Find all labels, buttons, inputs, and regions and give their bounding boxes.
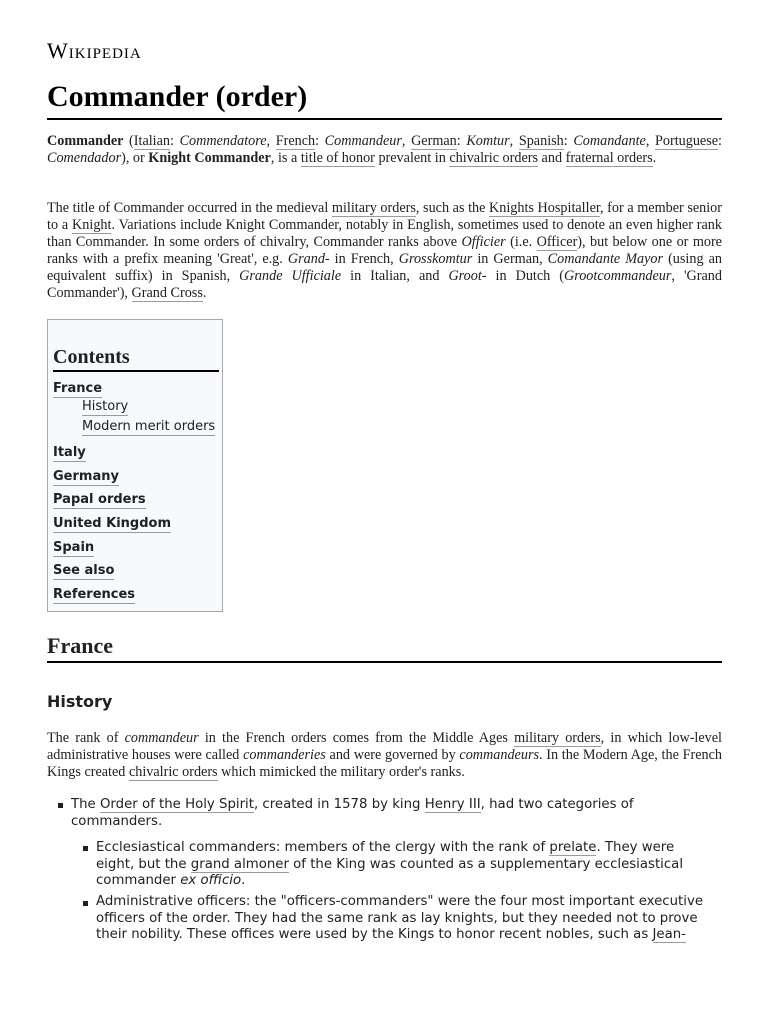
toc-item-united-kingdom[interactable]: United Kingdom — [53, 516, 172, 531]
title-paragraph — [47, 200, 722, 302]
text: ), but below one or more ranks with a prefix meaning 'Great', e.g. — [47, 234, 722, 267]
link-officer[interactable]: Officer — [536, 234, 578, 250]
link-chivalric-orders[interactable]: chivalric orders — [449, 150, 538, 166]
text: in the French orders comes from the Middle Ages — [198, 730, 515, 746]
term-grootcommandeur: Grootcommandeur — [563, 268, 672, 284]
text: The rank of — [47, 730, 125, 746]
link-knights-hospitaller[interactable]: Knights Hospitaller — [489, 200, 601, 216]
section-heading-france: France — [47, 632, 722, 663]
text: . — [202, 285, 207, 301]
term-commandeur: Commandeur — [324, 133, 402, 149]
text: , for a member senior to a — [47, 200, 722, 233]
list-item-holy-spirit — [71, 797, 671, 830]
term-commendatore: Commendatore — [179, 133, 267, 149]
toc-item-italy[interactable]: Italy — [53, 445, 86, 460]
text: . Variations include Knight Commander, notably in English, sometimes used to denote an even higher rank than Commander. In some orders of chivalry, Commander ranks above — [47, 217, 722, 250]
text: and were governed by — [325, 747, 460, 763]
link-military-orders[interactable]: military orders — [514, 730, 601, 746]
text: , in which low-level administrative houses were called — [47, 730, 722, 763]
text: , 'Grand Commander'), — [47, 268, 722, 301]
bullet-icon — [58, 803, 63, 808]
text: . — [652, 150, 657, 166]
text: , — [509, 133, 519, 149]
term-commandeur: commandeur — [124, 730, 199, 746]
term-komtur: Komtur — [466, 133, 510, 149]
term-ex-officio: ex officio — [180, 873, 242, 888]
text: which mimicked the military order's ranks. — [217, 764, 465, 780]
link-fraternal-orders[interactable]: fraternal orders — [565, 150, 653, 166]
toc-item-modern-merit-orders[interactable]: Modern merit orders — [82, 419, 216, 434]
text: : — [315, 133, 325, 149]
text: Ecclesiastical commanders: members of the clergy with the rank of — [96, 840, 550, 855]
text: , had two categories of commanders. — [71, 797, 634, 829]
link-title-of-honor[interactable]: title of honor — [300, 150, 375, 166]
term-comandante: Comandante — [573, 133, 646, 149]
text: of the King was counted as a supplementary ecclesiastical commander — [96, 856, 684, 888]
text: . — [241, 873, 246, 888]
toc-item-spain[interactable]: Spain — [53, 540, 95, 555]
term-grand: Grand- — [287, 251, 330, 267]
text: and — [538, 150, 566, 166]
toc-title: Contents — [53, 344, 219, 372]
text: ), or — [121, 150, 149, 166]
text: (using an equivalent suffix) in Spanish, — [47, 251, 722, 284]
list-item-ecclesiastical — [96, 840, 716, 890]
toc-item-history[interactable]: History — [82, 399, 129, 414]
text: . They were eight, but the — [96, 840, 675, 872]
text: in Dutch ( — [486, 268, 564, 284]
term-commander: Commander — [47, 133, 124, 149]
term-officier: Officier — [461, 234, 506, 250]
text: , — [266, 133, 276, 149]
link-spanish[interactable]: Spanish — [518, 133, 564, 149]
link-chivalric-orders[interactable]: chivalric orders — [128, 764, 218, 780]
link-portuguese[interactable]: Portuguese — [654, 133, 719, 149]
link-grand-almoner[interactable]: grand almoner — [190, 856, 289, 872]
text: , created in 1578 by king — [253, 797, 425, 812]
wikipedia-logo[interactable] — [47, 38, 142, 64]
toc-item-france[interactable]: France — [53, 381, 103, 396]
link-grand-cross[interactable]: Grand Cross — [131, 285, 203, 301]
intro-paragraph — [47, 133, 722, 167]
list-item-administrative — [96, 894, 716, 944]
text: . In the Modern Age, the French Kings created — [47, 747, 723, 780]
bullet-icon — [83, 901, 88, 906]
text: The title of Commander occurred in the medieval — [47, 200, 332, 216]
link-knight[interactable]: Knight — [72, 217, 112, 233]
text: prevalent in — [374, 150, 450, 166]
term-comendador: Comendador — [47, 150, 122, 166]
term-commanderies: commanderies — [243, 747, 326, 763]
link-military-orders[interactable]: military orders — [331, 200, 416, 216]
bullet-icon — [83, 846, 88, 851]
link-prelate[interactable]: prelate — [549, 840, 597, 855]
link-italian[interactable]: Italian — [133, 133, 171, 149]
text: in German, — [472, 251, 548, 267]
history-paragraph — [47, 730, 722, 781]
text: The — [71, 797, 100, 812]
link-jean[interactable]: Jean- — [652, 927, 686, 942]
text: in French, — [329, 251, 399, 267]
text: in Italian, and — [341, 268, 449, 284]
link-german[interactable]: German — [411, 133, 457, 149]
text: , is a — [270, 150, 301, 166]
text: : — [170, 133, 180, 149]
text: , such as the — [415, 200, 490, 216]
text: (i.e. — [505, 234, 537, 250]
toc-item-see-also[interactable]: See also — [53, 563, 115, 578]
text: : — [456, 133, 467, 149]
text: : — [718, 133, 722, 149]
text: ( — [123, 133, 134, 149]
term-comandante-mayor: Comandante Mayor — [547, 251, 664, 267]
page-title: Commander (order) — [47, 78, 722, 120]
table-of-contents — [47, 319, 223, 612]
logo-text: Wikipedia — [47, 38, 142, 63]
link-henry-iii[interactable]: Henry III — [424, 797, 481, 812]
term-grosskomtur: Grosskomtur — [398, 251, 473, 267]
text: , — [645, 133, 655, 149]
link-french[interactable]: French — [275, 133, 316, 149]
text: , — [401, 133, 412, 149]
link-order-of-the-holy-spirit[interactable]: Order of the Holy Spirit — [99, 797, 254, 812]
term-grande-ufficiale: Grande Ufficiale — [239, 268, 342, 284]
subsection-heading-history: History — [47, 692, 113, 711]
term-commandeurs: commandeurs — [459, 747, 539, 763]
text: : — [563, 133, 574, 149]
toc-item-germany[interactable]: Germany — [53, 469, 119, 484]
term-groot: Groot- — [448, 268, 487, 284]
toc-item-references[interactable]: References — [53, 587, 136, 602]
toc-item-papal-orders[interactable]: Papal orders — [53, 492, 146, 507]
term-knight-commander: Knight Commander — [148, 150, 271, 166]
text: Administrative officers: the "officers-commanders" were the four most important executive officers of the order. They had the same rank as lay knights, but they needed not to prove their nobility. These offices were used by the Kings to honor recent nobles, such as — [96, 894, 704, 942]
